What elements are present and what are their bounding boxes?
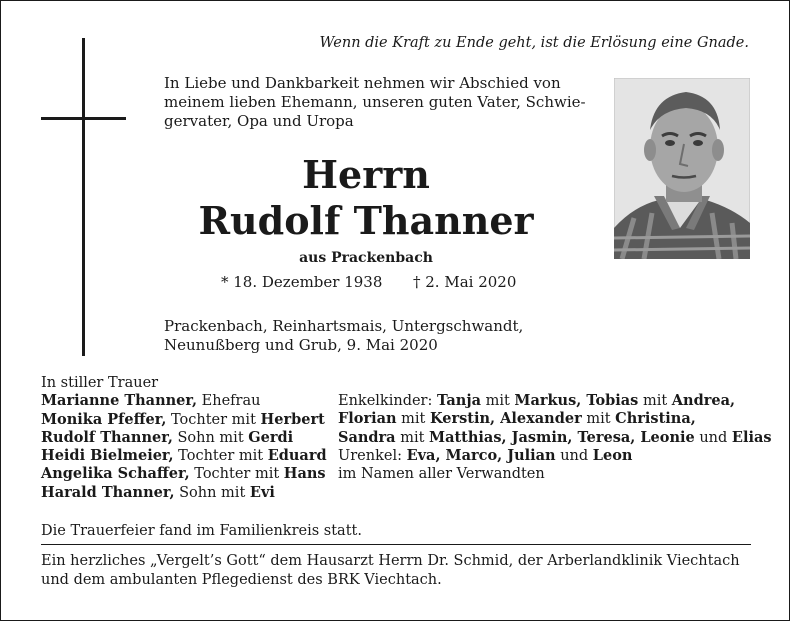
grandchildren-list <box>338 392 772 483</box>
mourner-row: Marianne Thanner, Ehefrau <box>41 392 261 410</box>
cross-icon <box>82 38 85 356</box>
death-date: † 2. Mai 2020 <box>413 273 517 291</box>
intro-line: meinem lieben Ehemann, unseren guten Vater, Schwie- <box>164 93 586 111</box>
mourner-row: Monika Pfeffer, Tochter mit Herbert <box>41 410 325 428</box>
motto: Wenn die Kraft zu Ende geht, ist die Erlösung eine Gnade. <box>319 35 749 51</box>
mourners-heading: In stiller Trauer <box>41 375 159 391</box>
mourner-row: Rudolf Thanner, Sohn mit Gerdi <box>41 428 294 446</box>
divider <box>41 544 751 545</box>
funeral-note: Die Trauerfeier fand im Familienkreis statt. <box>41 523 362 539</box>
great-grandchildren-row: Urenkel: Eva, Marco, Julian und Leon <box>338 446 633 464</box>
mourner-row: Heidi Bielmeier, Tochter mit Eduard <box>41 447 327 465</box>
place-line: Neunußberg und Grub, 9. Mai 2020 <box>164 336 438 354</box>
mourners-list <box>41 374 327 502</box>
birth-date: * 18. Dezember 1938 <box>221 273 383 291</box>
intro-text <box>164 74 594 131</box>
mourner-row: Harald Thanner, Sohn mit Evi <box>41 483 275 501</box>
portrait-photo <box>614 78 750 259</box>
deceased-name: Rudolf Thanner <box>198 198 534 243</box>
grandchildren-row: Enkelkinder: Tanja mit Markus, Tobias mit Andrea, <box>338 392 736 409</box>
cross-icon-bar <box>41 117 126 120</box>
relatives-row: im Namen aller Verwandten <box>338 466 545 483</box>
mourner-row: Angelika Schaffer, Tochter mit Hans <box>41 465 326 483</box>
place-date <box>164 317 523 355</box>
grandchildren-row: Sandra mit Matthias, Jasmin, Teresa, Leonie und Elias <box>338 428 772 446</box>
origin: aus Prackenbach <box>299 250 433 266</box>
thanks-text <box>41 552 740 590</box>
thanks-line: und dem ambulanten Pflegedienst des BRK Viechtach. <box>41 572 442 588</box>
thanks-line: Ein herzliches „Vergelt’s Gott“ dem Hausarzt Herrn Dr. Schmid, der Arberlandklinik Viechtach <box>41 553 740 569</box>
intro-line: In Liebe und Dankbarkeit nehmen wir Abschied von <box>164 74 561 92</box>
place-line: Prackenbach, Reinhartsmais, Untergschwandt, <box>164 317 524 335</box>
salutation: Herrn <box>302 152 430 197</box>
intro-line: gervater, Opa und Uropa <box>164 112 354 130</box>
grandchildren-row: Florian mit Kerstin, Alexander mit Christina, <box>338 410 696 428</box>
